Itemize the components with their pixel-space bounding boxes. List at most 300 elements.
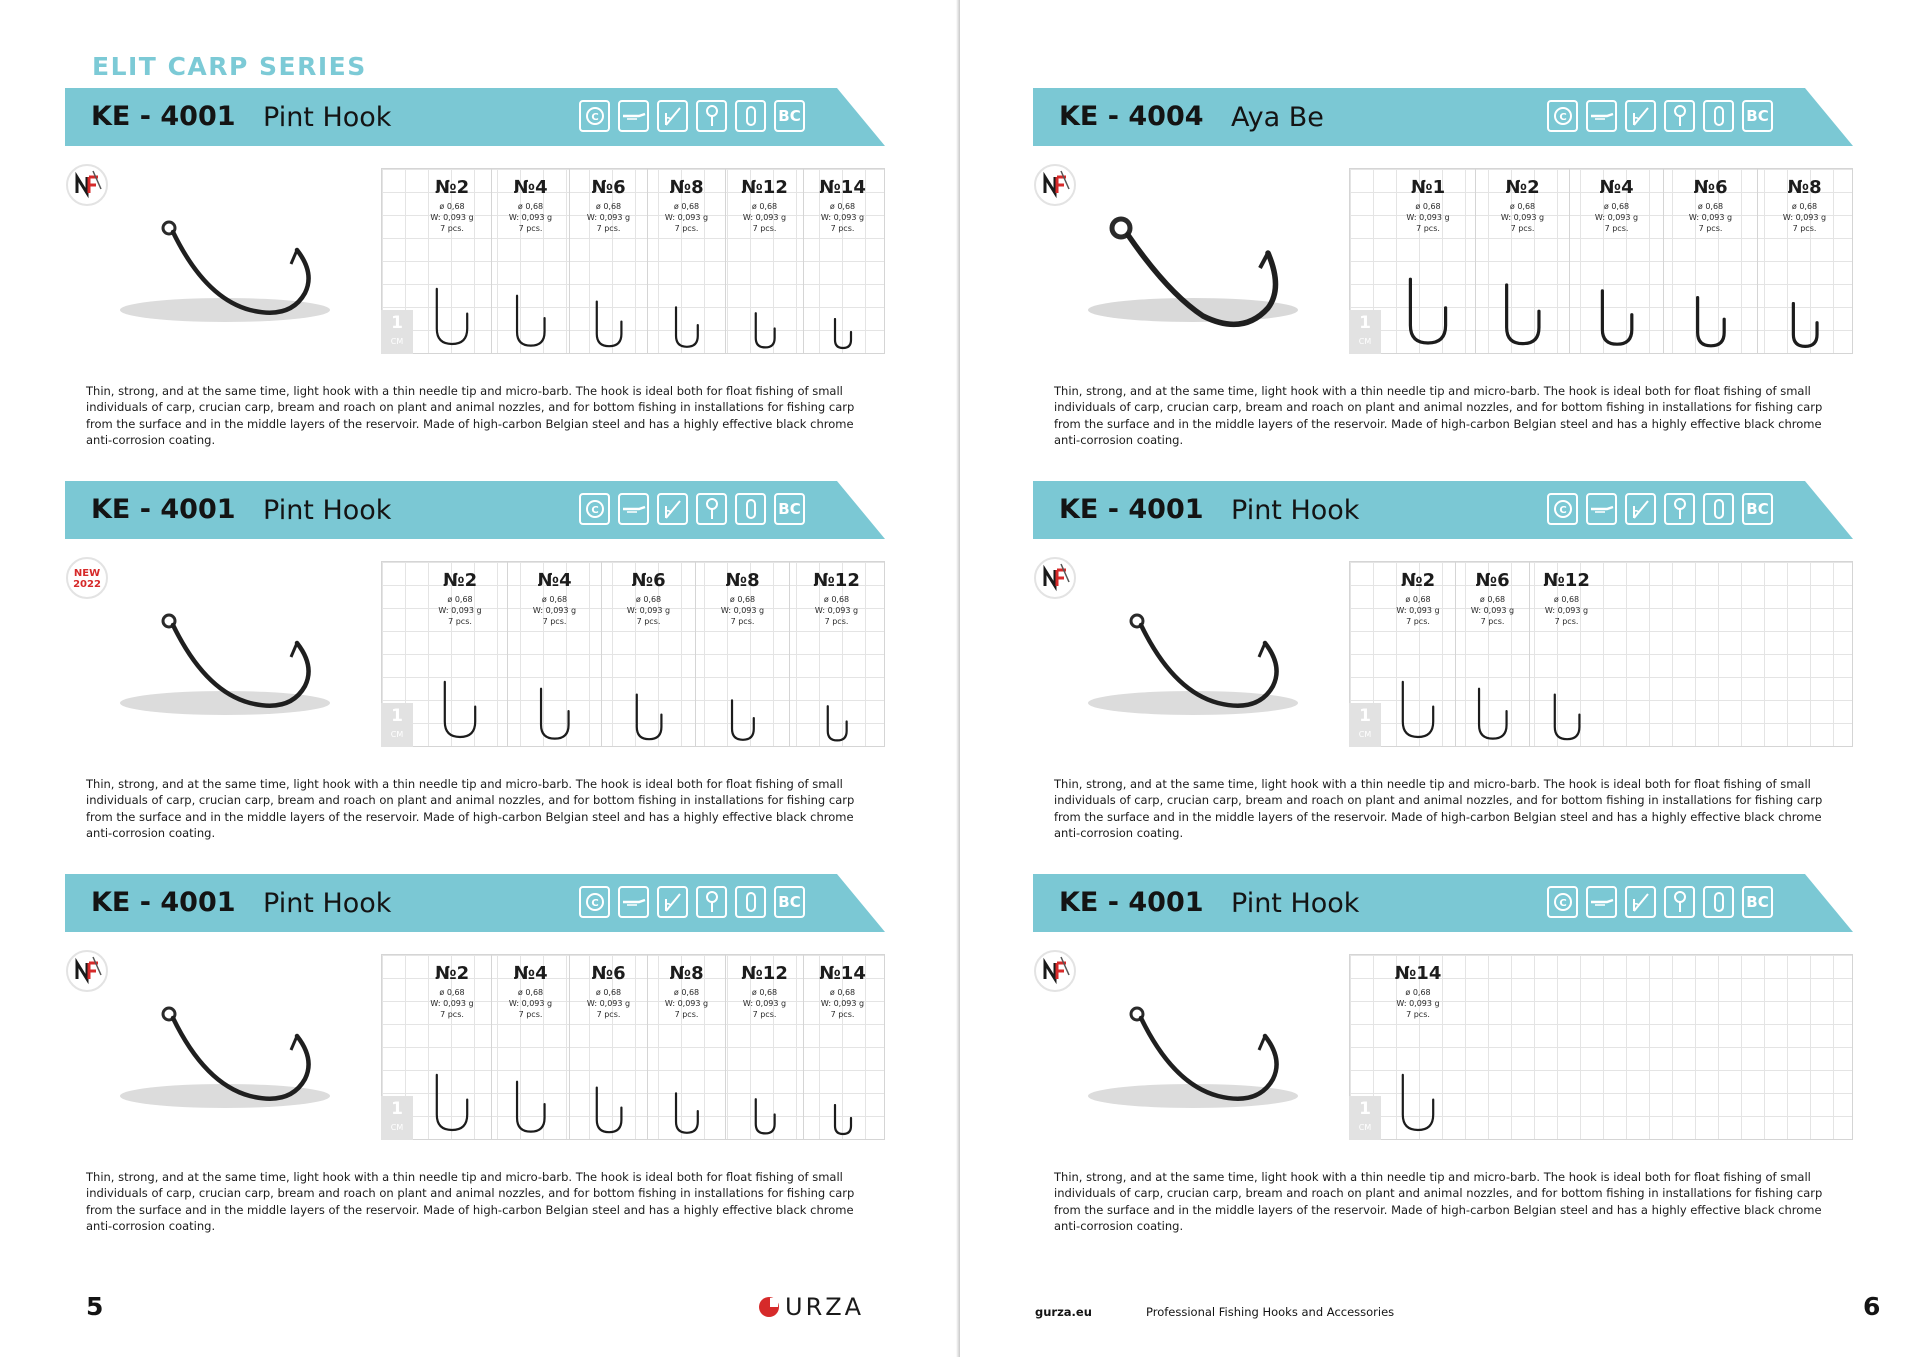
size-number: №4 — [513, 177, 548, 198]
series-title: ELIT CARP SERIES — [92, 52, 367, 81]
nf-logo-icon — [1033, 556, 1077, 600]
spec-diameter: ø 0,68 — [447, 595, 473, 604]
hook-size-icon — [828, 1104, 858, 1138]
size-spec — [790, 594, 883, 627]
spec-weight: W: 0,093 g — [1406, 213, 1450, 222]
size-number: №8 — [725, 570, 760, 591]
size-number: №6 — [591, 963, 626, 984]
svg-text:C: C — [1558, 505, 1567, 516]
size-column — [1757, 168, 1851, 354]
spec-diameter: ø 0,68 — [1553, 595, 1580, 604]
product-description: Thin, strong, and at the same time, light hook with a thin needle tip and micro-barb. The hook is ideal both for float fishing of small individuals of carp, crucian carp, bream and roach on plant and animal nozzles, and for bottom fishing in installations for fishing carp from the surface and in the middle layers of the reservoir. Made of high-carbon Belgian steel and has a highly effective black chrome anti-corrosion coating. — [86, 384, 855, 447]
product-card — [1033, 88, 1853, 458]
size-number: №14 — [819, 963, 866, 984]
spec-weight: W: 0,093 g — [532, 606, 577, 615]
spec-pcs: 7 pcs. — [1604, 224, 1629, 233]
hook-size-icon — [1589, 289, 1644, 352]
spec-diameter: ø 0,68 — [673, 988, 700, 997]
spec-weight: W: 0,093 g — [1688, 213, 1733, 222]
spec-pcs: 7 pcs. — [636, 617, 661, 626]
bc-icon: BC — [774, 100, 805, 132]
hook-size-icon — [1395, 277, 1461, 352]
spec-weight: W: 0,093 g — [720, 606, 765, 615]
eye-icon — [1664, 100, 1695, 132]
spec-weight: W: 0,093 g — [814, 606, 859, 615]
ruler-value: 1 — [391, 313, 403, 333]
chrome-coating-icon — [579, 100, 610, 132]
spec-pcs: 7 pcs. — [1554, 617, 1579, 626]
size-number: №12 — [741, 963, 788, 984]
spec-pcs: 7 pcs. — [1480, 617, 1505, 626]
spec-diameter: ø 0,68 — [1415, 202, 1441, 211]
size-column — [803, 954, 881, 1140]
spec-weight: W: 0,093 g — [430, 999, 474, 1008]
nf-logo-icon — [1033, 163, 1077, 207]
product-description: Thin, strong, and at the same time, light hook with a thin needle tip and micro-barb. The hook is ideal both for float fishing of small individuals of carp, crucian carp, bream and roach on plant and animal nozzles, and for bottom fishing in installations for fishing carp from the surface and in the middle layers of the reservoir. Made of high-carbon Belgian steel and has a highly effective black chrome anti-corrosion coating. — [1054, 1170, 1823, 1233]
brand-wordmark: URZA — [785, 1293, 865, 1321]
hook-size-icon — [1686, 296, 1736, 352]
hook-size-icon — [505, 1080, 557, 1138]
size-spec — [726, 987, 803, 1020]
size-number: №12 — [741, 177, 788, 198]
product-description: Thin, strong, and at the same time, light hook with a thin needle tip and micro-barb. The hook is ideal both for float fishing of small individuals of carp, crucian carp, bream and roach on plant and animal nozzles, and for bottom fishing in installations for fishing carp from the surface and in the middle layers of the reservoir. Made of high-carbon Belgian steel and has a highly effective black chrome anti-corrosion coating. — [1054, 777, 1823, 840]
ruler-value: 1 — [391, 1099, 403, 1119]
hook-size-icon — [1390, 680, 1447, 745]
hook-size-icon — [626, 693, 672, 745]
ruler-unit: CM — [1358, 730, 1372, 739]
spec-weight: W: 0,093 g — [1500, 213, 1545, 222]
spec-pcs: 7 pcs. — [1406, 617, 1430, 626]
spec-weight: W: 0,093 g — [664, 213, 709, 222]
spec-weight: W: 0,093 g — [664, 999, 709, 1008]
size-number: №2 — [442, 570, 478, 591]
product-header — [65, 874, 885, 932]
size-number: №4 — [513, 963, 548, 984]
spec-pcs: 7 pcs. — [1510, 224, 1535, 233]
hook-size-icon — [424, 1073, 481, 1138]
product-description: Thin, strong, and at the same time, light hook with a thin needle tip and micro-barb. The hook is ideal both for float fishing of small individuals of carp, crucian carp, bream and roach on plant and animal nozzles, and for bottom fishing in installations for fishing carp from the surface and in the middle layers of the reservoir. Made of high-carbon Belgian steel and has a highly effective black chrome anti-corrosion coating. — [86, 777, 855, 840]
spec-diameter: ø 0,68 — [673, 202, 700, 211]
size-number: №2 — [434, 177, 470, 198]
spec-diameter: ø 0,68 — [439, 202, 465, 211]
spec-diameter: ø 0,68 — [751, 202, 778, 211]
size-number: №8 — [669, 963, 704, 984]
size-spec — [1758, 201, 1851, 234]
size-spec — [1530, 594, 1603, 627]
needle-tip-icon — [1586, 886, 1617, 918]
bend-angle-icon — [1625, 493, 1656, 525]
product-card — [65, 481, 885, 851]
size-spec — [1381, 594, 1455, 627]
size-spec — [1476, 201, 1569, 234]
size-number: №2 — [1505, 177, 1540, 198]
size-spec — [413, 987, 491, 1020]
micro-barb-icon — [735, 886, 766, 918]
size-list — [413, 561, 883, 747]
spec-pcs: 7 pcs. — [674, 1010, 699, 1019]
bend-angle-icon — [657, 493, 688, 525]
scale-ruler — [381, 703, 413, 747]
new-badge — [65, 556, 109, 600]
spec-weight: W: 0,093 g — [430, 213, 474, 222]
size-number: №8 — [669, 177, 704, 198]
spec-weight: W: 0,093 g — [508, 999, 553, 1008]
chrome-coating-icon — [1547, 100, 1578, 132]
spec-pcs: 7 pcs. — [1698, 224, 1723, 233]
hook-product-image — [1073, 984, 1313, 1119]
spec-weight: W: 0,093 g — [586, 999, 631, 1008]
spec-weight: W: 0,093 g — [1782, 213, 1827, 222]
svg-text:C: C — [590, 505, 599, 516]
spec-diameter: ø 0,68 — [1697, 202, 1724, 211]
size-number: №6 — [631, 570, 666, 591]
spec-pcs: 7 pcs. — [730, 617, 755, 626]
scale-ruler — [1349, 1096, 1381, 1140]
bend-angle-icon — [1625, 886, 1656, 918]
hook-size-icon — [722, 699, 763, 745]
spec-diameter: ø 0,68 — [517, 202, 544, 211]
hook-size-icon — [1390, 1073, 1447, 1138]
product-code: KE - 4001 — [91, 101, 236, 132]
size-column — [1663, 168, 1757, 354]
spec-diameter: ø 0,68 — [541, 595, 568, 604]
size-number: №14 — [1394, 963, 1442, 984]
size-spec — [492, 987, 569, 1020]
spec-diameter: ø 0,68 — [517, 988, 544, 997]
ruler-unit: CM — [390, 1123, 404, 1132]
feature-icons — [1547, 886, 1773, 920]
size-spec — [1381, 201, 1475, 234]
size-spec — [1456, 594, 1529, 627]
bend-angle-icon — [657, 886, 688, 918]
size-spec — [804, 201, 881, 234]
size-column — [803, 168, 881, 354]
bend-angle-icon — [657, 100, 688, 132]
spec-diameter: ø 0,68 — [1405, 988, 1431, 997]
micro-barb-icon — [1703, 886, 1734, 918]
spec-diameter: ø 0,68 — [829, 988, 856, 997]
size-column — [601, 561, 695, 747]
size-number: №8 — [1787, 177, 1822, 198]
micro-barb-icon — [1703, 100, 1734, 132]
spec-diameter: ø 0,68 — [751, 988, 778, 997]
size-spec — [1664, 201, 1757, 234]
product-card — [65, 88, 885, 458]
spec-weight: W: 0,093 g — [626, 606, 671, 615]
eye-icon — [1664, 886, 1695, 918]
spec-weight: W: 0,093 g — [508, 213, 553, 222]
product-header — [65, 481, 885, 539]
size-spec — [413, 594, 507, 627]
spec-pcs: 7 pcs. — [542, 617, 567, 626]
size-spec — [1570, 201, 1663, 234]
size-column — [413, 168, 491, 354]
size-spec — [508, 594, 601, 627]
spec-weight: W: 0,093 g — [586, 213, 631, 222]
spec-diameter: ø 0,68 — [823, 595, 850, 604]
spec-pcs: 7 pcs. — [440, 224, 464, 233]
needle-tip-icon — [618, 100, 649, 132]
bc-icon: BC — [1742, 100, 1773, 132]
spec-pcs: 7 pcs. — [1416, 224, 1440, 233]
hook-size-icon — [529, 687, 581, 745]
hook-size-icon — [828, 318, 858, 352]
page-number: 6 — [1863, 1292, 1881, 1321]
size-column — [413, 561, 507, 747]
spec-pcs: 7 pcs. — [674, 224, 699, 233]
product-card — [1033, 874, 1853, 1244]
size-number: №4 — [537, 570, 572, 591]
badge-line: NEW — [73, 568, 101, 579]
svg-text:C: C — [590, 112, 599, 123]
chrome-coating-icon — [579, 886, 610, 918]
spec-diameter: ø 0,68 — [1603, 202, 1630, 211]
product-name: Pint Hook — [1231, 495, 1360, 526]
size-column — [789, 561, 883, 747]
spec-pcs: 7 pcs. — [752, 1010, 777, 1019]
nf-logo-icon — [65, 163, 109, 207]
hook-size-icon — [432, 680, 489, 745]
size-column — [507, 561, 601, 747]
product-header — [1033, 481, 1853, 539]
nf-logo-icon — [65, 949, 109, 993]
size-spec — [492, 201, 569, 234]
svg-text:C: C — [1558, 898, 1567, 909]
spec-diameter: ø 0,68 — [729, 595, 756, 604]
spec-weight: W: 0,093 g — [1594, 213, 1639, 222]
product-name: Pint Hook — [1231, 888, 1360, 919]
spec-pcs: 7 pcs. — [752, 224, 777, 233]
ruler-unit: CM — [390, 337, 404, 346]
size-column — [1381, 168, 1475, 354]
spec-pcs: 7 pcs. — [596, 1010, 621, 1019]
hook-size-icon — [586, 300, 632, 352]
ruler-value: 1 — [391, 706, 403, 726]
hook-size-icon — [424, 287, 481, 352]
spec-weight: W: 0,093 g — [742, 213, 787, 222]
spec-weight: W: 0,093 g — [1544, 606, 1589, 615]
micro-barb-icon — [1703, 493, 1734, 525]
spec-weight: W: 0,093 g — [820, 213, 865, 222]
hook-size-icon — [1783, 302, 1827, 352]
spec-weight: W: 0,093 g — [438, 606, 482, 615]
scale-ruler — [1349, 703, 1381, 747]
bc-icon: BC — [1742, 493, 1773, 525]
spec-diameter: ø 0,68 — [829, 202, 856, 211]
spec-pcs: 7 pcs. — [830, 1010, 855, 1019]
spec-diameter: ø 0,68 — [595, 988, 622, 997]
hook-product-image — [105, 591, 345, 726]
bend-angle-icon — [1625, 100, 1656, 132]
spec-weight: W: 0,093 g — [820, 999, 865, 1008]
product-name: Pint Hook — [263, 495, 392, 526]
size-column — [647, 168, 725, 354]
product-header — [1033, 874, 1853, 932]
size-spec — [648, 987, 725, 1020]
size-column — [725, 168, 803, 354]
hook-product-image — [1073, 591, 1313, 726]
hook-size-icon — [1492, 283, 1553, 352]
size-spec — [570, 987, 647, 1020]
size-number: №12 — [1543, 570, 1590, 591]
hook-size-icon — [747, 312, 782, 352]
size-column — [569, 168, 647, 354]
size-number: №6 — [1475, 570, 1510, 591]
product-header — [1033, 88, 1853, 146]
size-spec — [1381, 987, 1455, 1020]
ruler-unit: CM — [1358, 337, 1372, 346]
product-header — [65, 88, 885, 146]
spec-pcs: 7 pcs. — [440, 1010, 464, 1019]
spec-diameter: ø 0,68 — [1405, 595, 1431, 604]
size-number: №2 — [1400, 570, 1436, 591]
hook-product-image — [105, 984, 345, 1119]
spec-pcs: 7 pcs. — [1406, 1010, 1430, 1019]
hook-size-icon — [666, 306, 707, 352]
size-number: №6 — [591, 177, 626, 198]
size-spec — [804, 987, 881, 1020]
size-column — [1381, 954, 1455, 1140]
eye-icon — [696, 886, 727, 918]
size-column — [1475, 168, 1569, 354]
brand-mark-icon — [757, 1295, 781, 1319]
page-number: 5 — [86, 1292, 104, 1321]
size-number: №1 — [1410, 177, 1446, 198]
scale-ruler — [381, 310, 413, 354]
bc-icon: BC — [774, 493, 805, 525]
size-column — [725, 954, 803, 1140]
product-name: Pint Hook — [263, 888, 392, 919]
size-list — [1381, 561, 1603, 747]
size-list — [1381, 954, 1455, 1140]
hook-size-icon — [1544, 693, 1590, 745]
scale-ruler — [381, 1096, 413, 1140]
spec-diameter: ø 0,68 — [1791, 202, 1818, 211]
spec-pcs: 7 pcs. — [518, 224, 543, 233]
hook-size-icon — [1467, 687, 1519, 745]
ruler-value: 1 — [1359, 706, 1371, 726]
spec-diameter: ø 0,68 — [595, 202, 622, 211]
eye-icon — [1664, 493, 1695, 525]
size-number: №2 — [434, 963, 470, 984]
needle-tip-icon — [618, 886, 649, 918]
ruler-value: 1 — [1359, 1099, 1371, 1119]
feature-icons — [579, 493, 805, 527]
spec-diameter: ø 0,68 — [635, 595, 662, 604]
feature-icons — [579, 886, 805, 920]
size-column — [413, 954, 491, 1140]
hook-size-icon — [819, 705, 854, 745]
spec-pcs: 7 pcs. — [596, 224, 621, 233]
size-spec — [648, 201, 725, 234]
size-column — [1569, 168, 1663, 354]
size-number: №12 — [813, 570, 860, 591]
hook-size-icon — [586, 1086, 632, 1138]
needle-tip-icon — [1586, 100, 1617, 132]
svg-text:C: C — [1558, 112, 1567, 123]
hook-size-icon — [505, 294, 557, 352]
product-code: KE - 4001 — [1059, 887, 1204, 918]
product-description: Thin, strong, and at the same time, light hook with a thin needle tip and micro-barb. The hook is ideal both for float fishing of small individuals of carp, crucian carp, bream and roach on plant and animal nozzles, and for bottom fishing in installations for fishing carp from the surface and in the middle layers of the reservoir. Made of high-carbon Belgian steel and has a highly effective black chrome anti-corrosion coating. — [1054, 384, 1823, 447]
footer-tagline: Professional Fishing Hooks and Accessories — [1146, 1305, 1395, 1319]
product-name: Pint Hook — [263, 102, 392, 133]
product-name: Aya Be — [1231, 102, 1324, 133]
spec-pcs: 7 pcs. — [518, 1010, 543, 1019]
product-card — [65, 874, 885, 1244]
spec-pcs: 7 pcs. — [824, 617, 849, 626]
spec-diameter: ø 0,68 — [439, 988, 465, 997]
size-column — [647, 954, 725, 1140]
product-code: KE - 4001 — [91, 887, 236, 918]
brand-logo — [757, 1293, 864, 1321]
size-list — [413, 168, 881, 354]
spec-diameter: ø 0,68 — [1479, 595, 1506, 604]
needle-tip-icon — [1586, 493, 1617, 525]
size-column — [1529, 561, 1603, 747]
product-code: KE - 4001 — [1059, 494, 1204, 525]
size-number: №14 — [819, 177, 866, 198]
size-spec — [413, 201, 491, 234]
size-spec — [602, 594, 695, 627]
size-number: №6 — [1693, 177, 1728, 198]
chrome-coating-icon — [579, 493, 610, 525]
hook-size-icon — [747, 1098, 782, 1138]
spec-pcs: 7 pcs. — [830, 224, 855, 233]
micro-barb-icon — [735, 100, 766, 132]
size-spec — [726, 201, 803, 234]
product-description: Thin, strong, and at the same time, light hook with a thin needle tip and micro-barb. The hook is ideal both for float fishing of small individuals of carp, crucian carp, bream and roach on plant and animal nozzles, and for bottom fishing in installations for fishing carp from the surface and in the middle layers of the reservoir. Made of high-carbon Belgian steel and has a highly effective black chrome anti-corrosion coating. — [86, 1170, 855, 1233]
bc-icon: BC — [1742, 886, 1773, 918]
badge-line: 2022 — [73, 579, 101, 590]
svg-text:C: C — [590, 898, 599, 909]
size-column — [1455, 561, 1529, 747]
size-number: №4 — [1599, 177, 1634, 198]
product-code: KE - 4001 — [91, 494, 236, 525]
nf-logo-icon — [1033, 949, 1077, 993]
spec-weight: W: 0,093 g — [1470, 606, 1515, 615]
ruler-value: 1 — [1359, 313, 1371, 333]
footer-url[interactable]: gurza.eu — [1035, 1305, 1092, 1319]
size-column — [695, 561, 789, 747]
size-column — [569, 954, 647, 1140]
spec-weight: W: 0,093 g — [1396, 606, 1440, 615]
feature-icons — [579, 100, 805, 134]
chrome-coating-icon — [1547, 493, 1578, 525]
spec-pcs: 7 pcs. — [448, 617, 472, 626]
size-column — [491, 168, 569, 354]
size-column — [1381, 561, 1455, 747]
spec-weight: W: 0,093 g — [742, 999, 787, 1008]
spec-diameter: ø 0,68 — [1509, 202, 1536, 211]
ruler-unit: CM — [1358, 1123, 1372, 1132]
ruler-unit: CM — [390, 730, 404, 739]
size-spec — [570, 201, 647, 234]
scale-ruler — [1349, 310, 1381, 354]
hook-product-image — [105, 198, 345, 333]
right-page — [960, 0, 1920, 1357]
hook-product-image — [1073, 198, 1313, 333]
product-card — [1033, 481, 1853, 851]
chrome-coating-icon — [1547, 886, 1578, 918]
feature-icons — [1547, 493, 1773, 527]
feature-icons — [1547, 100, 1773, 134]
hook-size-icon — [666, 1092, 707, 1138]
eye-icon — [696, 100, 727, 132]
micro-barb-icon — [735, 493, 766, 525]
size-list — [1381, 168, 1851, 354]
product-code: KE - 4004 — [1059, 101, 1204, 132]
needle-tip-icon — [618, 493, 649, 525]
